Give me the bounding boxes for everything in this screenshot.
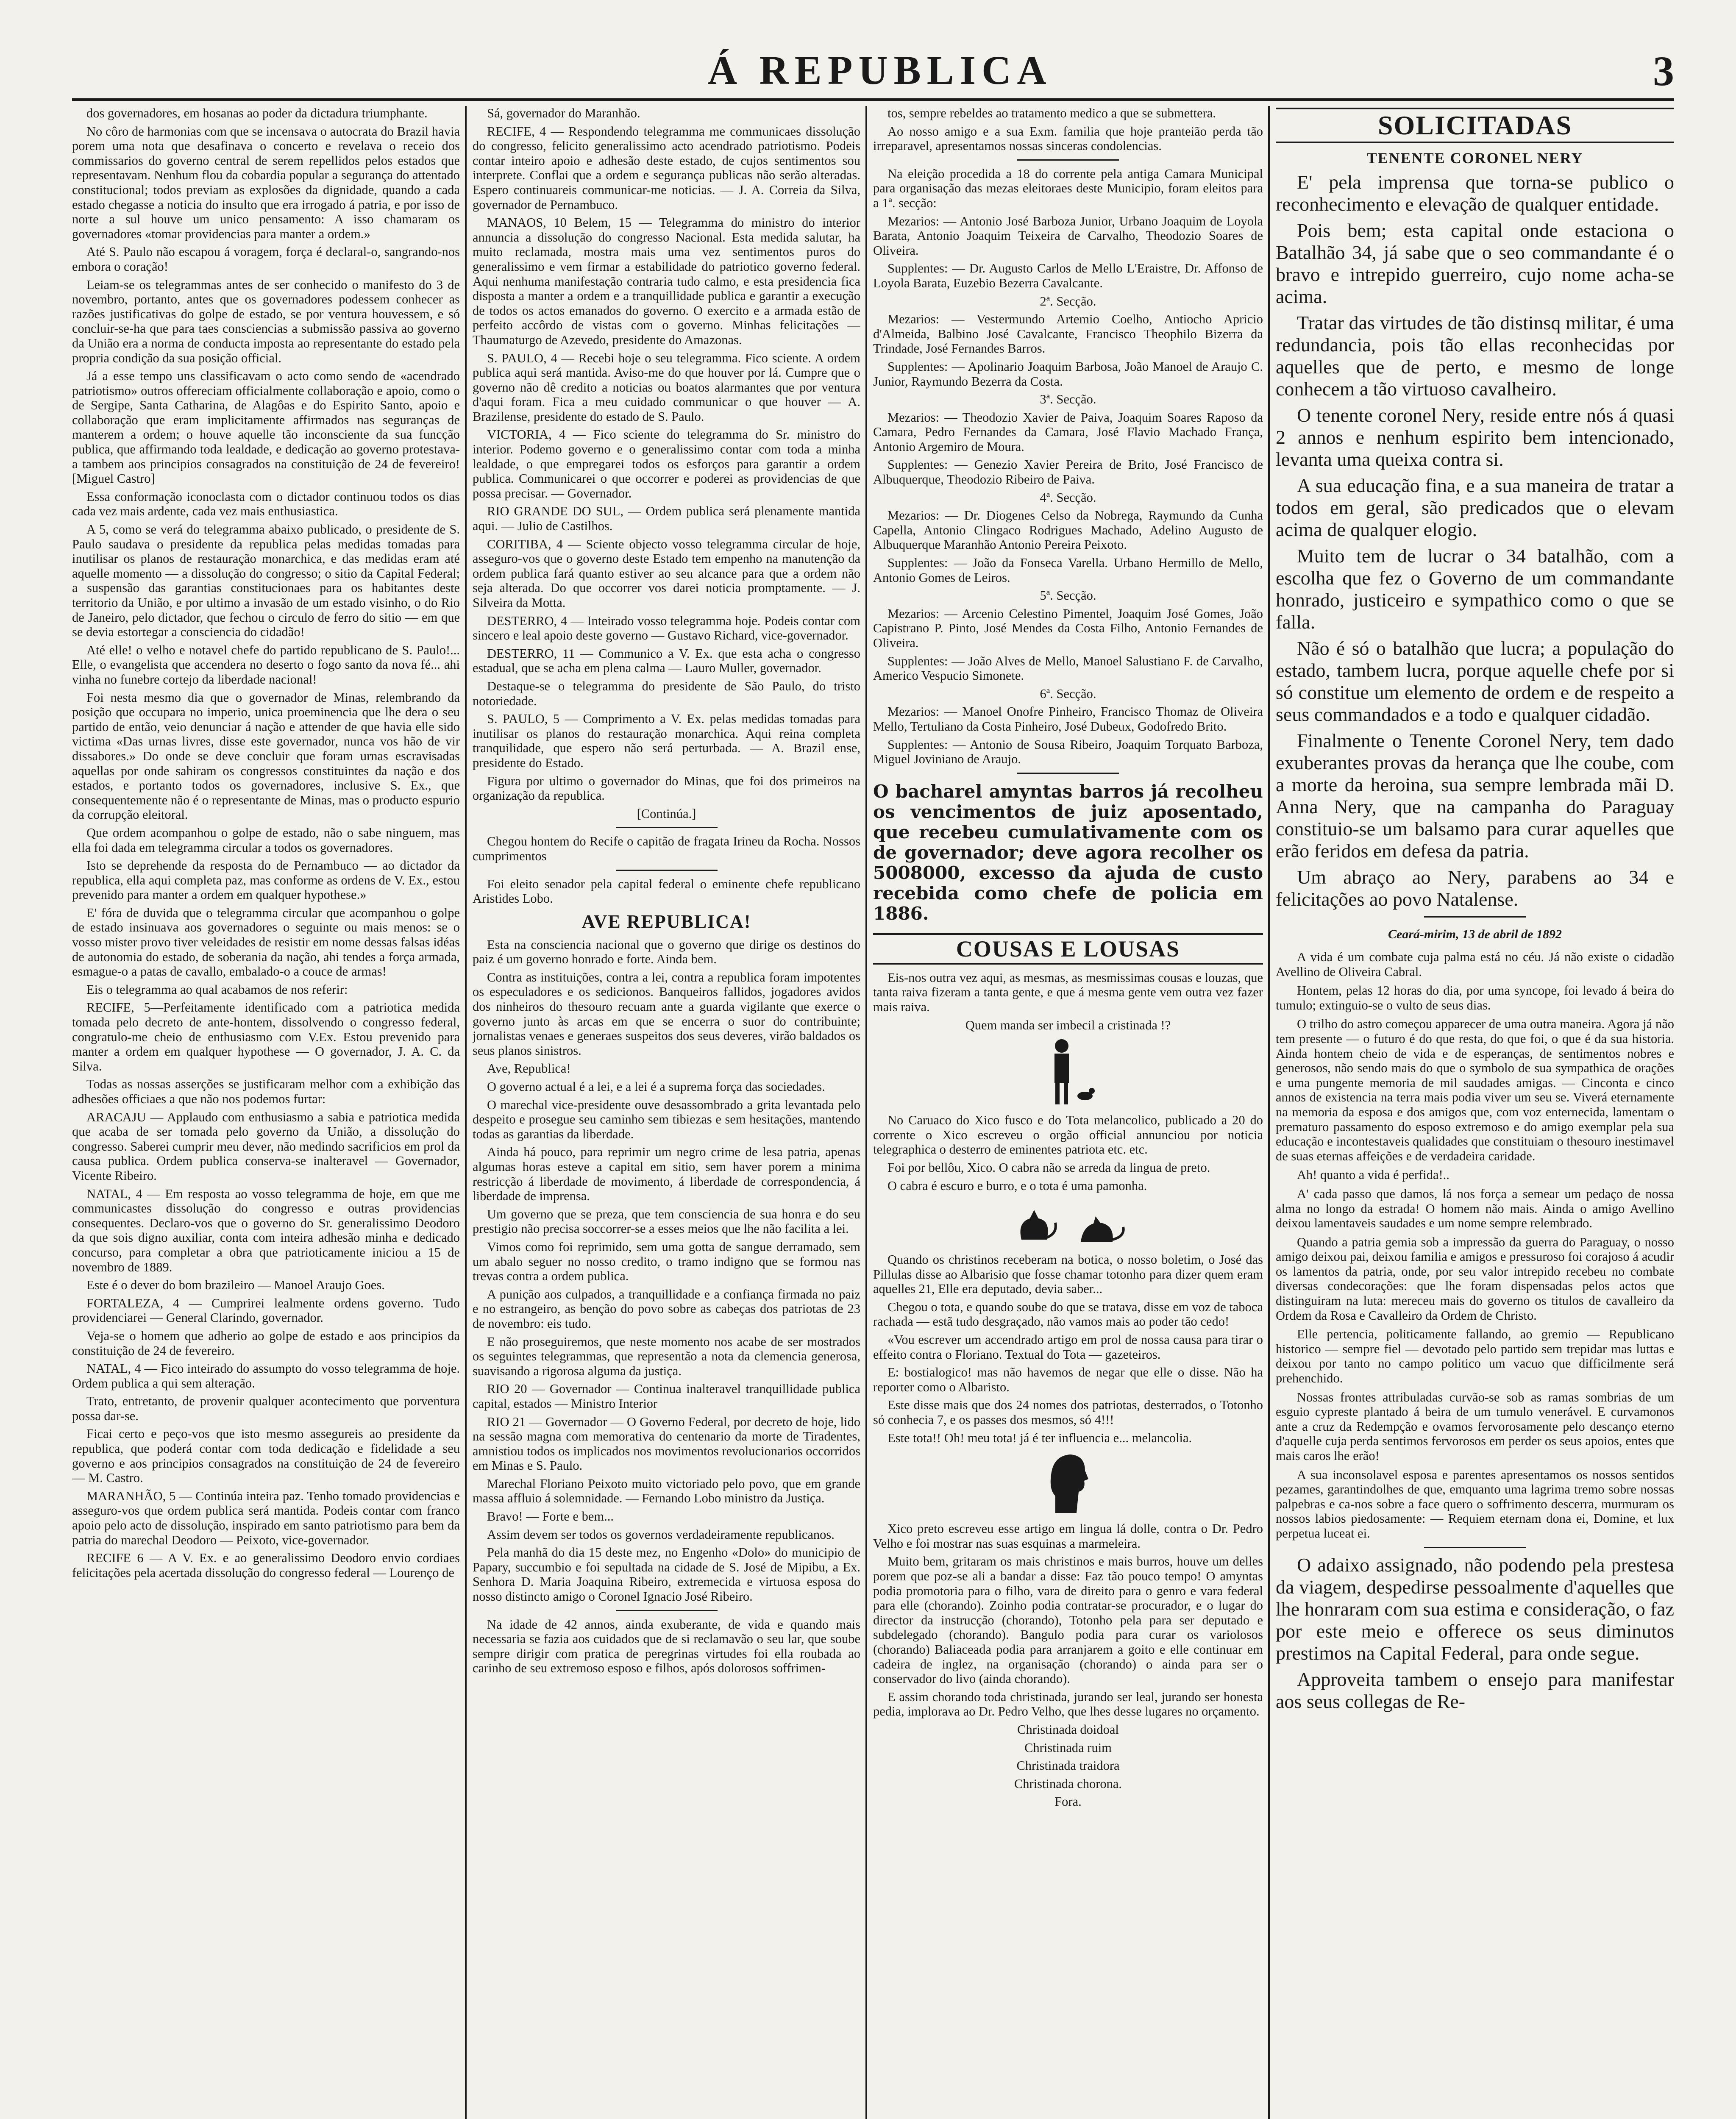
article-paragraph: tos, sempre rebeldes ao tratamento medico a que se submettera. (887, 106, 1216, 120)
section-label: 2ª. Secção. (1040, 294, 1096, 309)
article-paragraph: Que ordem acompanhou o golpe de estado, não o sabe ninguem, mas ella foi dada em telegramma circular a todos os governadores. (72, 825, 460, 855)
article-paragraph: Um abraço ao Nery, parabens ao 34 e felicitações ao povo Natalense. (1276, 866, 1674, 910)
section-headline: COUSAS E LOUSAS (873, 933, 1263, 965)
election-paragraph: Mezarios: — Theodozio Xavier de Paiva, Joaquim Soares Raposo da Camara, Pedro Fernandes da Camara, José Flavio Machado França, Antonio Argemiro de Moura. (873, 410, 1263, 454)
article-paragraph: Eis-nos outra vez aqui, as mesmas, as mesmissimas cousas e louzas, que tanta raiva fizeram a tanta gente, e que á mesma gente vem outra vez fazer mais raiva. (873, 970, 1263, 1014)
article-paragraph: O cabra é escuro e burro, e o tota é uma pamonha. (887, 1178, 1147, 1193)
profile-head-illustration-icon (1043, 1449, 1093, 1517)
farewell-paragraph: O adaixo assignado, não podendo pela prestesa da viagem, despedirse pessoalmente d'aquelles que lhe honraram com sua estima e consideração, o faz por este meio e offerece os seus diminutos prestimos na Capital Federal, para onde segue. (1276, 1554, 1674, 1664)
obituary-paragraph: A' cada passo que damos, lá nos força a semear um pedaço de nossa alma no longo da estrada! O homem não mais. Ainda o amigo Avellino deixou lamentaveis saudades e um nome sempre relembrado. (1276, 1186, 1674, 1231)
section-label: 4ª. Secção. (1040, 490, 1096, 505)
article-paragraph: VICTORIA, 4 — Fico sciente do telegramma do Sr. ministro do interior. Podemo governo e o generalissimo contar com toda a minha lealdade, o que empregarei todos os esforços para garantir a ordem publica. Communicarei o que occorrer e poderei as providencias de que possa precisar. — Governador. (473, 427, 860, 501)
article-paragraph: Contra as instituições, contra a lei, contra a republica foram impotentes os especuladores e os sedicionos. Banqueiros fallidos, jogadores avidos dos ninheiros do thesouro recuam ante a guarda vigilante que exerce o governo junto às arcas em que se encerra o suor do contribuinte; jornalistas venaes e generaes suspeitos dos seus deveres, virão baldados os seus planos sinistros. (473, 970, 860, 1058)
masthead (72, 47, 1674, 97)
section-label: 6ª. Secção. (1040, 686, 1096, 701)
article-paragraph: Ao nosso amigo e a sua Exm. familia que hoje pranteião perda tão irreparavel, apresentamos nossas sinceras condolencias. (873, 124, 1263, 153)
article-paragraph: Até S. Paulo não escapou á voragem, força é declaral-o, sangrando-nos embora o coração! (72, 245, 460, 274)
article-paragraph: A sua educação fina, e a sua maneira de tratar a todos em geral, são predicados que o elevam acima de qualquer elogio. (1276, 475, 1674, 540)
election-paragraph: Mezarios: — Vestermundo Artemio Coelho, Antiocho Apricio d'Almeida, Balbino José Cavalcante, Francisco Theophilo Bizerra da Trindade, José Fernandes Barros. (873, 312, 1263, 356)
article-paragraph: MANAOS, 10 Belem, 15 — Telegramma do ministro do interior annuncia a dissolução do congresso Nacional. Esta medida salutar, ha muito reclamada, mostra mais uma vez sentimentos puros do generalissimo e vem firmar a estabilidade do patriotico governo federal. Aqui nenhuma manifestação contraria tudo calmo, e esta presidencia fica disposta a manter a ordem e a tranquillidade publica e garantir a execução de todos os actos emanados do governo. O exercito e a armada estão de perfeito accôrdo de vistas com o governo. Minhas felicitações — Thaumaturgo de Azevedo, presidente do Amazonas. (473, 215, 860, 347)
article-paragraph: E' pela imprensa que torna-se publico o reconhecimento e elevação de qualquer entidade. (1276, 171, 1674, 215)
article-paragraph: RECIFE 6 — A V. Ex. e ao generalissimo Deodoro envio cordiaes felicitações pela acertada dissolução do congresso federal — Lourenço de (72, 1551, 460, 1580)
article-paragraph: No côro de harmonias com que se incensava o autocrata do Brazil havia porem uma nota que desafinava o concerto e revelava o receio dos commissarios do governo central de serem repellidos pelos estados que representavam. Nenhum flou da cobardia popular a segurança do attentado constitucional; todos previam as explosões da dignidade, quando a cada estado chegasse a noticia do insulto que era irrogado á patria, e por isso de norte a sul houve um unico pensamento: A isso chamaram os governadores «tomar providencias para manter a ordem.» (72, 124, 460, 241)
election-paragraph: Na eleição procedida a 18 do corrente pela antiga Camara Municipal para organisação das mezas eleitoraes deste Municipio, foram eleitos para a 1ª. secção: (873, 166, 1263, 210)
article-paragraph: S. PAULO, 5 — Comprimento a V. Ex. pelas medidas tomadas para inutilisar os planos do restauração monarchica. Aqui reina completa tranquilidade, que espero não será perturbada. — A. Brazil ense, presidente do Estado. (473, 712, 860, 770)
obituary-paragraph: A sua inconsolavel esposa e parentes apresentamos os nossos sentidos pezames, garantindolhes de que, emquanto uma lagrima tremo sobre nossas palpebras e ca-nos sobre a face quero o soffrimento descerra, murmuram os nossos labios piedosamente: — Requiem eternam dona ei, Domine, et lux perpetua luceat ei. (1276, 1467, 1674, 1541)
article-line: Fora. (1054, 1794, 1082, 1809)
obituary-paragraph: Na idade de 42 annos, ainda exuberante, de vida e quando mais necessaria se fazia aos cuidados que de si reclamavão o seu lar, que soube sempre dirigir com pratica de peregrinas virtudes foi ella roubada ao carinho de seu extremoso esposo e filhos, após dolorosos soffrimen- (473, 1617, 860, 1676)
newspaper-title: Á REPUBLICA (708, 47, 1052, 93)
obituary-paragraph: Elle pertencia, politicamente fallando, ao gremio — Republicano historico — sempre fiel — devotado pelo partido sem trepidar mas luttas e deixou por tanto no campo politico um vacuo que difficilmente será prehenchido. (1276, 1327, 1674, 1386)
article-paragraph: NATAL, 4 — Em resposta ao vosso telegramma de hoje, em que me communicastes dissolução do congresso e outras providencias consequentes. Declaro-vos que o governo do Sr. generalissimo Deodoro da que sois digno auxiliar, conta com inteira adhesão minha e dedicado concurso, para completar a obra que patrioticamente iniciou a 15 de novembro de 1889. (72, 1186, 460, 1274)
article-paragraph: Ainda há pouco, para reprimir um negro crime de lesa patria, apenas algumas horas esteve a capital em sitio, sem haver porem a minima restricção á liberdade de movimento, á liberdade de correspondencia, á liberdade de imprensa. (473, 1145, 860, 1204)
article-paragraph: Essa conformação iconoclasta com o dictador continuou todos os dias cada vez mais ardente, cada vez mais enthusiastica. (72, 489, 460, 519)
article-line: Christinada ruim (1024, 1740, 1112, 1755)
separator (1017, 773, 1119, 774)
article-paragraph: Leiam-se os telegrammas antes de ser conhecido o manifesto do 3 de novembro, portanto, antes que os governadores podessem conhecer as razões justificativas do golpe de estado, se por ventura houvessem, e só concluir-se-ha que para taes consciencias a submissão passiva ao governo da União era a norma de conducta imposta ao representante do estado pela propria condição da sua posição official. (72, 277, 460, 365)
article-paragraph: E assim chorando toda christinada, jurando ser leal, jurando ser honesta pedia, implorava ao Dr. Pedro Velho, que lhes desse lugares no orçamento. (873, 1689, 1263, 1719)
article-paragraph: Muito tem de lucrar o 34 batalhão, com a escolha que fez o Governo de um commandante honrado, justiceiro e sympathico como o que se falla. (1276, 545, 1674, 633)
column-divider (1268, 106, 1270, 2119)
article-paragraph: Não é só o batalhão que lucra; a população do estado, tambem lucra, porque aquelle chefe por si só constitue um elemento de ordem e de respeito a seus commandados e a todo e qualquer cidadão. (1276, 637, 1674, 725)
article-paragraph: Isto se deprehende da resposta do de Pernambuco — ao dictador da republica, ella aqui completa paz, mas conforme as ordens de V. Ex., estou prevenido para manter a ordem em qualquer hypothese.» (72, 858, 460, 902)
news-item: Chegou hontem do Recife o capitão de fragata Irineu da Rocha. Nossos cumprimentos (473, 834, 860, 863)
article-paragraph: RIO 21 — Governador — O Governo Federal, por decreto de hoje, lido na sessão magna com memorativa do centenario da morte de Tiradentes, amnistiou todos os implicados nos movimentos revolucionarios occorridos em Minas e S. Paulo. (473, 1414, 860, 1473)
separator (1424, 916, 1526, 918)
article-paragraph: O marechal vice-presidente ouve desassombrado a grita levantada pelo despeito e prosegue seu caminho sem tibiezas e sem hesitações, mantendo todas as garantias da liberdade. (473, 1097, 860, 1141)
section-headline-ave-republica: AVE REPUBLICA! (581, 911, 751, 932)
election-paragraph: Mezarios: — Antonio José Barboza Junior, Urbano Joaquim de Loyola Barata, Antonio Joaquim Teixeira de Carvalho, Theodozio Soares de Oliveira. (873, 214, 1263, 258)
article-line: Christinada chorona. (1014, 1776, 1122, 1791)
article-paragraph: Este tota!! Oh! meu tota! já é ter influencia e... melancolia. (887, 1430, 1192, 1445)
article-paragraph: RIO 20 — Governador — Continua inalteravel tranquillidade publica capital, estados — Ministro Interior (473, 1382, 860, 1411)
article-paragraph: DESTERRO, 11 — Communico a V. Ex. que esta acha o congresso estadual, que se acha em plena calma — Lauro Muller, governador. (473, 646, 860, 676)
obituary-paragraph: Quando a patria gemia sob a impressão da guerra do Paraguay, o nosso amigo deixou pai, deixou familia e amigos e pressuroso foi corajoso á acudir os lamentos da patria, onde, por seu valor intrepido recebeu no combate diversas condecorações: que lhe foram dispensadas pelos actos que distinguiram na luta: mereceu mais do governo os titulos de cavalleiro da Ordem da Rosa e Cavalleiro da Ordem de Christo. (1276, 1235, 1674, 1323)
article-paragraph: Destaque-se o telegramma do presidente de São Paulo, do tristo notoriedade. (473, 679, 860, 708)
article-paragraph: Sá, governador do Maranhão. (487, 106, 640, 120)
article-paragraph: Foi por bellôu, Xico. O cabra não se arreda da lingua de preto. (887, 1160, 1210, 1175)
election-paragraph: Supplentes: — Dr. Augusto Carlos de Mello L'Eraistre, Dr. Affonso de Loyola Barata, Euzebio Bezerra Cavalcante. (873, 261, 1263, 290)
farewell-paragraph: Approveita tambem o ensejo para manifestar aos seus collegas de Re- (1276, 1668, 1674, 1712)
dateline: Ceará-mirim, 13 de abril de 1892 (1388, 927, 1562, 941)
article-paragraph: Xico preto escreveu esse artigo em lingua lá dolle, contra o Dr. Pedro Velho e foi mostrar nas suas esquinas a marmeleira. (873, 1521, 1263, 1551)
article-paragraph: A 5, como se verá do telegramma abaixo publicado, o presidente de S. Paulo saudava o presidente da republica pelas medidas tomadas para inutilisar os planos de restauração monarchica, e das medidas eram até aquelle momento — a dissolução do congresso; o sitio da Capital Federal; a suspensão das garantias constitucionaes para os habitantes deste territorio da União, e por ultimo a invasão de um estado visinho, o do Rio de Janeiro, pelo dictador, que fechou o circulo de ferro do sitio — em que se devia estortegar a consciencia do cidadão! (72, 522, 460, 640)
article-paragraph: Esta na consciencia nacional que o governo que dirige os destinos do paiz é um governo honrado e forte. Ainda bem. (473, 937, 860, 967)
election-paragraph: Supplentes: — João Alves de Mello, Manoel Salustiano F. de Carvalho, Americo Vespucio Simonete. (873, 653, 1263, 683)
cats-illustration-icon (1004, 1197, 1132, 1248)
separator (616, 1610, 718, 1611)
election-paragraph: Mezarios: — Dr. Diogenes Celso da Nobrega, Raymundo da Cunha Capella, Antonio Clingaco Rodrigues Machado, Adelino Augusto de Albuquerque Maranhão Antonio Pereira Peixoto. (873, 508, 1263, 552)
solicitadas-headline: SOLICITADAS (1276, 108, 1674, 143)
column-divider (865, 106, 867, 2119)
article-paragraph: O tenente coronel Nery, reside entre nós á quasi 2 annos e nenhum espirito bem intencionado, levanta uma queixa contra si. (1276, 404, 1674, 470)
article-paragraph: Todas as nossas asserções se justificaram melhor com a exhibição das adhesões officiaes a que não nos podemos furtar: (72, 1077, 460, 1106)
article-paragraph: Já a esse tempo uns classificavam o acto como sendo de «acendrado patriotismo» outros offereciam officialmente collaboração e apoio, como o de Sergipe, Santa Catharina, de Alagôas e do Espirito Santo, apoio e collaboração que eram implicitamente affirmados nas seguranças de manterem a ordem; o houve aquelle tão inconsciente da sua funcção publica, que affirmando toda lealdade, e dedicação ao governo protestava-a tambem aos principios consagrados na constituição de 24 de fevereiro! [Miguel Castro] (72, 369, 460, 486)
continued-note: [Continúa.] (637, 806, 696, 821)
article-paragraph: Um governo que se preza, que tem consciencia de sua honra e do seu prestigio não precisa soccorrer-se a esses meios que lhe não facilita a lei. (473, 1207, 860, 1236)
article-line: Christinada doidoal (1017, 1722, 1119, 1737)
news-item: Foi eleito senador pela capital federal o eminente chefe republicano Aristides Lobo. (473, 876, 860, 906)
article-paragraph: Vimos como foi reprimido, sem uma gotta de sangue derramado, sem um abalo seguer no nosso credito, o tramo indigno que se formou nas trevas contra a ordem publica. (473, 1239, 860, 1284)
article-paragraph: Figura por ultimo o governador do Minas, que foi dos primeiros na organização da republica. (473, 773, 860, 803)
election-paragraph: Supplentes: — Genezio Xavier Pereira de Brito, José Francisco de Albuquerque, Theodozio Ribeiro de Paiva. (873, 457, 1263, 487)
article-paragraph: A punição aos culpados, a tranquillidade e a confiança firmada no paiz e no estrangeiro, as benção do povo sobre as cabeças dos patriotas de 23 de novembro: eis tudo. (473, 1287, 860, 1331)
election-paragraph: Supplentes: — Apolinario Joaquim Barbosa, João Manoel de Araujo C. Junior, Raymundo Bezerra da Costa. (873, 359, 1263, 389)
article-paragraph: Pois bem; esta capital onde estaciona o Batalhão 34, já sabe que o seo commandante é o bravo e intrepido guerreiro, cujo nome acha-se acima. (1276, 220, 1674, 307)
article-paragraph: O governo actual é a lei, e a lei é a suprema força das sociedades. (487, 1079, 825, 1094)
section-label: 5ª. Secção. (1040, 588, 1096, 603)
article-paragraph: Bravo! — Forte e bem... (487, 1509, 614, 1524)
election-paragraph: Mezarios: — Arcenio Celestino Pimentel, Joaquim José Gomes, João Capistrano P. Pinto, José Mendes da Costa Filho, Antonio Fernandes de Oliveira. (873, 606, 1263, 650)
obituary-paragraph: Nossas frontes attribuladas curvão-se sob as ramas sombrias de um esguio cypreste plantado á beira de um tumulo venerável. E curvamonos ante a cruz da Redempção e ovamos fervorosamente pelo descanço eterno d'aquelle cuja perda sentimos fervorosos em perder os seus apoios, entes que mais caros lhe erão! (1276, 1390, 1674, 1463)
article-paragraph: FORTALEZA, 4 — Cumprirei lealmente ordens governo. Tudo providenciarei — General Clarindo, governador. (72, 1296, 460, 1325)
column-1 (72, 106, 460, 2119)
separator (1424, 1547, 1526, 1548)
article-paragraph: Muito bem, gritaram os mais christinos e mais burros, houve um delles porem que poz-se ali a bandar a disse: Faz tão pouco tempo! O amyntas podia promotoria para o filho, vara de direito para o genro e vara federal para elle (chorando). Zoinho podia contratar-se procurador, e o lugar do director da instrucção (chorando), Totonho pela para ser deputado e subdelegado (chorando). Bangulo podia para curar os variolosos (chorando) Baliaceada podia para arranjarem a goito e elle continuar em cadeira de inglez, na organisação (chorando) o ainda para ser o conservador do livo (ainda chorando). (873, 1554, 1263, 1686)
article-paragraph: Este é o dever do bom brazileiro — Manoel Araujo Goes. (86, 1278, 385, 1293)
masthead-rule (72, 98, 1674, 101)
article-paragraph: Tratar das virtudes de tão distinsq militar, é uma redundancia, pois tão ellas reconhecidas por aquelles que de perto, e mesmo de longe conhecem a tão virtuoso cavalheiro. (1276, 312, 1674, 400)
article-paragraph: ARACAJU — Applaudo com enthusiasmo a sabia e patriotica medida que acaba de ser tomada pelo governo da União, a dissolução do congresso. Saberei cumprir meu dever, não medindo sacrificios em prol da causa publica. Ordem publica conserva-se inalteravel — Governador, Vicente Ribeiro. (72, 1110, 460, 1183)
article-paragraph: RIO GRANDE DO SUL, — Ordem publica será plenamente mantida aqui. — Julio de Castilhos. (473, 504, 860, 534)
article-paragraph: Assim devem ser todos os governos verdadeiramente republicanos. (487, 1527, 835, 1542)
obituary-paragraph: Hontem, pelas 12 horas do dia, por uma syncope, foi levado á beira do tumulo; extinguio-se o vulto de seus dias. (1276, 983, 1674, 1012)
election-paragraph: Supplentes: — Antonio de Sousa Ribeiro, Joaquim Torquato Barboza, Miguel Joviniano de Araujo. (873, 737, 1263, 767)
article-line: Christinada traidora (1016, 1758, 1120, 1773)
section-label: 3ª. Secção. (1040, 392, 1096, 407)
article-paragraph: Chegou o tota, e quando soube do que se tratava, disse em voz de taboca rachada — estã tudo desgraçado, não vamos mais ao poder tão cedo! (873, 1299, 1263, 1329)
column-4 (1276, 106, 1674, 2119)
figure-illustration-icon (1038, 1037, 1098, 1109)
article-paragraph: «Vou escrever um accendrado artigo em prol de nossa causa para tirar o effeito contra o Floriano. Textual do Tota — gazeteiros. (873, 1332, 1263, 1362)
article-paragraph: E' fóra de duvida que o telegramma circular que acompanhou o golpe de estado insinuava aos governadores o seguinte ou mais menos: se o vosso mister provo tiver veleidades de resistir em nome dessas falsas idéas de autonomia do estado, de soberania da nação, ahi tendes a força armada, esmague-o a patas de cavallo, embalado-o a couce de armas! (72, 905, 460, 979)
tenente-nery-subhead: TENENTE CORONEL NERY (1366, 150, 1583, 167)
article-paragraph: Quem manda ser imbecil a cristinada !? (965, 1018, 1171, 1032)
article-paragraph: MARANHÃO, 5 — Continúa inteira paz. Tenho tomado providencias e asseguro-vos que ordem publica será mantida. Podeis contar com franco apoio pelo acto de dissolução, inspirado em santo patriotismo para bem da patria do marechal Deodoro — Peixoto, vice-governador. (72, 1488, 460, 1547)
article-paragraph: RECIFE, 4 — Respondendo telegramma me communicaes dissolução do congresso, felicito generalissimo acto acendrado patriotismo. Podeis contar inteiro apoio e adhesão deste estado, de cujos sentimentos sou interprete. Conflai que a ordem e segurança publicas não serão alteradas. Espero continuareis communicar-me noticias. — J. A. Correia da Silva, governador de Pernambuco. (473, 124, 860, 212)
bold-notice: O bacharel amyntas barros já recolheu os vencimentos de juiz aposentado, que recebeu cumulativamente com os de governador; deve agora recolher os 5008000, excesso da ajuda de custo recebida como chefe de policia em 1886. (873, 781, 1263, 924)
obituary-paragraph: Ah! quanto a vida é perfida!.. (1297, 1168, 1449, 1182)
separator (1017, 159, 1119, 161)
article-paragraph: Trato, entretanto, de provenir qualquer acontecimento que porventura possa dar-se. (72, 1394, 460, 1423)
article-paragraph: S. PAULO, 4 — Recebi hoje o seu telegramma. Fico sciente. A ordem publica aqui será mantida. Aviso-me do que houver por lá. Cumpre que o governo não dê credito a noticias ou boatos alarmantes que por ventura d'aqui foram. Fica a meu cuidado communicar o que houver — A. Brazilense, presidente do estado de S. Paulo. (473, 350, 860, 424)
article-paragraph: Marechal Floriano Peixoto muito victoriado pelo povo, que em grande massa affluio á solemnidade. — Fernando Lobo ministro da Justiça. (473, 1476, 860, 1506)
article-paragraph: Quando os christinos receberam na botica, o nosso boletim, o José das Pillulas disse ao Albarisio que fosse chamar totonho para dizer quem eram aquelles 21, Elle era deputado, devia saber... (873, 1252, 1263, 1296)
obituary-paragraph: A vida é um combate cuja palma está no céu. Já não existe o cidadão Avellino de Oliveira Cabral. (1276, 950, 1674, 979)
article-paragraph: Ave, Republica! (487, 1061, 571, 1076)
article-paragraph: Ficai certo e peço-vos que isto mesmo assegureis ao presidente da republica, que poderá contar com toda dedicação e fidelidade a seu governo e aos principios consagrados na constituição de 24 de fevereiro — M. Castro. (72, 1427, 460, 1485)
column-3 (873, 106, 1263, 2119)
article-paragraph: Finalmente o Tenente Coronel Nery, tem dado exuberantes provas da herança que lhe coube, com a morte da heroina, sua sempre lembrada mãi D. Anna Nery, que na campanha do Paraguay constituio-se um balsamo para curar aquelles que erão feridos em defesa da patria. (1276, 730, 1674, 862)
column-2 (473, 106, 860, 2119)
page-number: 3 (1653, 47, 1674, 95)
article-paragraph: DESTERRO, 4 — Inteirado vosso telegramma hoje. Podeis contar com sincero e leal apoio deste governo — Gustavo Richard, vice-governador. (473, 613, 860, 643)
election-paragraph: Supplentes: — João da Fonseca Varella. Urbano Hermillo de Mello, Antonio Gomes de Leiros. (873, 556, 1263, 585)
article-paragraph: CORITIBA, 4 — Sciente objecto vosso telegramma circular de hoje, asseguro-vos que o governo deste Estado tem empenho na manutenção da ordem publica fará quanto estiver ao seu alcance para que a ordem não seja alterada. Do que occorrer vos darei noticia promptamente. — J. Silveira da Motta. (473, 537, 860, 610)
article-paragraph: E não proseguiremos, que neste momento nos acabe de ser mostrados os seguintes telegrammas, que representão a nota da clemencia generosa, suavisando a rigorosa alguma da justiça. (473, 1334, 860, 1378)
article-paragraph: E: bostialogico! mas não havemos de negar que elle o disse. Não ha reporter como o Albaristo. (873, 1365, 1263, 1394)
obituary-block (1276, 950, 1674, 1541)
article-paragraph: Eis o telegramma ao qual acabamos de nos referir: (86, 982, 348, 997)
article-paragraph: Até elle! o velho e notavel chefe do partido republicano de S. Paulo!... Elle, o evangelista que accendera no deserto o fogo santo da nova fé... ahi vinha no funebre cortejo da liberdade nacional! (72, 642, 460, 687)
article-paragraph: Veja-se o homem que adherio ao golpe de estado e aos principios da constituição de 24 de fevereiro. (72, 1328, 460, 1358)
article-paragraph: No Caruaco do Xico fusco e do Tota melancolico, publicado a 20 do corrente o Xico escreveu o orgão official annunciou por noticia telegraphica o desterro de eminentes patriota etc. etc. (873, 1113, 1263, 1157)
separator (616, 827, 718, 828)
article-paragraph: NATAL, 4 — Fico inteirado do assumpto do vosso telegramma de hoje. Ordem publica a qui sem alteração. (72, 1361, 460, 1390)
article-paragraph: RECIFE, 5—Perfeitamente identificado com a patriotica medida tomada pelo decreto de ante-hontem, dissolvendo o congresso federal, congratulo-me cheio de enthusiasmo com V.Ex. Estou prevenido para manter a ordem em qualquer hypothese — O governador, J. A. C. da Silva. (72, 1000, 460, 1073)
election-paragraph: Mezarios: — Manoel Onofre Pinheiro, Francisco Thomaz de Oliveira Mello, Tertuliano da Costa Pinheiro, José Dubeux, Godofredo Brito. (873, 704, 1263, 734)
article-paragraph: dos governadores, em hosanas ao poder da dictadura triumphante. (86, 106, 428, 120)
separator (616, 870, 718, 871)
article-paragraph: Pela manhã do dia 15 deste mez, no Engenho «Dolo» do municipio de Papary, succumbio e foi sepultada na cidade de S. José de Mipibu, a Ex. Senhora D. Maria Joaquina Ribeiro, extremecida e virtuosa esposa do nosso distincto amigo o Coronel Ignacio José Ribeiro. (473, 1545, 860, 1604)
article-paragraph: Foi nesta mesmo dia que o governador de Minas, relembrando da posição que occupara no imperio, unica proeminencia que lhe dera o seu partido de então, veio denunciar á nação e attender de que havia elle sido victima «Das urnas livres, disse este governador, nunca vos hão de vir dissabores.» Do onde se deve concluir que foram urnas escravisadas aquellas por onde sahiram os congressos constituintes da nação e dos estados, e portanto todos os governadores, inclusive S. Ex., que consequentemente não é o representante de Minas, mas o producto espurio da corrupção eleitoral. (72, 690, 460, 822)
article-paragraph: Este disse mais que dos 24 nomes dos patriotas, desterrados, o Totonho só conhecia 7, e os passes dos mesmos, só 4!!! (873, 1398, 1263, 1427)
obituary-paragraph: O trilho do astro começou apparecer de uma outra maneira. Agora já não tem presente — o futuro é do que resta, do que foi, o que é da sua historia. Ainda hontem cheio de vida e de esperanças, de sentimentos nobres e generosos, não sendo mais do que o symbolo de sua sympathica de orações e uma pungente memoria de mil saudades amigas. — Cinconta e cinco annos de existencia na terra mais podia viver um seu se. Viverá eternamente na memoria da esposa e dos amigos que, com voz enternecida, lamentam o prematuro passamento do esposo extremoso e do amigo exemplar pela sua educação e incontestaveis qualidades que constituiam o thesouro inestimavel de suas eternas affeições e de verdadeira caridade. (1276, 1017, 1674, 1163)
column-divider (465, 106, 467, 2119)
